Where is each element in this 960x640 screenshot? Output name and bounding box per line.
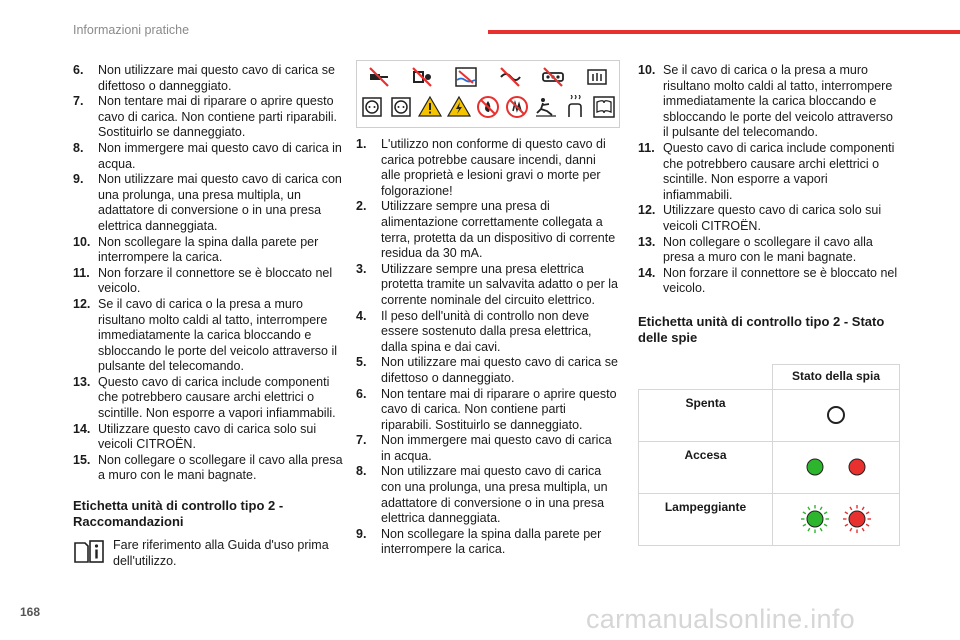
read-manual-icon [592, 95, 616, 119]
green-light-icon [800, 452, 830, 482]
item-number: 14. [73, 421, 91, 436]
item-number: 15. [73, 452, 91, 467]
list-item [356, 433, 618, 464]
table-row [639, 441, 900, 493]
heat-hand-icon [563, 95, 587, 119]
no-trip-icon [534, 95, 558, 119]
item-number: 6. [73, 63, 84, 77]
item-text: Non utilizzare mai questo cavo di carica con una prolunga, una presa multipla, un adattatore di conversione o in una presa elettrica danneggiata. [381, 464, 608, 526]
item-text: Non scollegare la spina dalla parete per interrompere la carica. [381, 526, 602, 557]
col2-list [356, 137, 618, 558]
item-number: 11. [638, 140, 655, 155]
item-number: 7. [356, 433, 367, 448]
table-row [639, 389, 900, 441]
item-text: Il peso dell'unità di controllo non deve essere sostenuto dalla presa elettrica, dalla spina e dai cavi. [381, 308, 592, 354]
item-number: 11. [73, 265, 90, 280]
list-item [356, 464, 618, 526]
socket-icon-1 [360, 95, 384, 119]
watermark-text: carmanualsonline.info [586, 604, 855, 634]
column-1 [73, 63, 345, 569]
list-item [356, 262, 618, 309]
no-cable-pull-icon [498, 65, 522, 89]
no-wet-hands-icon [505, 95, 529, 119]
item-number: 8. [356, 464, 367, 479]
item-number: 13. [73, 374, 91, 389]
item-text: Non forzare il connettore se è bloccato nel veicolo. [663, 265, 898, 296]
col3-list [638, 63, 900, 297]
item-text: Non utilizzare mai questo cavo di carica con una prolunga, una presa multipla, un adattatore di conversione o in una presa elettrica danneggiata. [98, 172, 342, 233]
list-item [73, 63, 345, 94]
item-number: 12. [638, 203, 656, 218]
page-number: 168 [20, 605, 41, 619]
header-title: Informazioni pratiche [73, 23, 190, 37]
no-fire-icon [476, 95, 500, 119]
item-number: 4. [356, 308, 367, 323]
item-text: Se il cavo di carica o la presa a muro risultano molto caldi al tatto, interrompere immediatamente la carica bloccando e sbloccando le porte del veicolo attraverso il pulsante del telecomando. [663, 63, 893, 140]
item-number: 7. [73, 94, 84, 109]
item-number: 1. [356, 137, 367, 151]
status-label: Lampeggiante [639, 493, 773, 545]
section-title-light-status: Etichetta unità di controllo tipo 2 - Stato delle spie [638, 313, 885, 345]
item-text: Non collegare o scollegare il cavo alla presa a muro con le mani bagnate. [98, 452, 343, 483]
status-lights [773, 493, 900, 545]
item-text: Non utilizzare mai questo cavo di carica se difettoso o danneggiato. [381, 355, 618, 385]
item-text: Se il cavo di carica o la presa a muro risultano molto caldi al tatto, interrompere immediatamente la carica bloccando e sbloccando le porte del veicolo attraverso il pulsante del telecomando. [98, 296, 338, 374]
item-text: Non immergere mai questo cavo di carica in acqua. [98, 140, 342, 171]
item-number: 3. [356, 261, 367, 276]
list-item [356, 309, 618, 356]
item-number: 10. [638, 63, 656, 77]
list-item [638, 266, 900, 297]
item-number: 6. [356, 386, 367, 401]
list-item [356, 199, 618, 261]
green-light-blinking-icon [800, 504, 830, 534]
table-header-cell: Stato della spia [773, 364, 900, 389]
list-item [73, 172, 345, 234]
table-row [639, 493, 900, 545]
list-item [73, 453, 345, 484]
col1-list [73, 63, 345, 484]
item-text: Non immergere mai questo cavo di carica in acqua. [381, 433, 612, 463]
item-text: Utilizzare questo cavo di carica solo sui veicoli CITROËN. [663, 203, 882, 233]
list-item [73, 94, 345, 141]
header-accent-bar [488, 30, 960, 34]
table-corner-cell [639, 364, 773, 389]
item-text: Non tentare mai di riparare o aprire questo cavo di carica. Non contiene parti riparabili. Sostituirlo se danneggiato. [381, 386, 617, 432]
manual-info-icon [73, 538, 105, 564]
red-light-icon [842, 452, 872, 482]
item-number: 14. [638, 265, 656, 280]
list-item [73, 375, 345, 422]
light-off-icon [821, 400, 851, 430]
item-text: Non forzare il connettore se è bloccato nel veicolo. [98, 265, 333, 296]
list-item [356, 355, 618, 386]
no-heat-icon [585, 65, 609, 89]
item-number: 5. [356, 355, 367, 370]
status-label: Accesa [639, 441, 773, 493]
light-status-table [638, 364, 900, 546]
socket-icon-2 [389, 95, 413, 119]
item-number: 9. [356, 526, 367, 541]
column-3 [638, 63, 900, 546]
item-number: 9. [73, 172, 84, 187]
table-body [639, 389, 900, 545]
status-label: Spenta [639, 389, 773, 441]
section-title-recommendations: Etichetta unità di controllo tipo 2 - Raccomandazioni [73, 498, 284, 530]
item-number: 8. [73, 140, 84, 155]
list-item [73, 297, 345, 375]
item-text: Utilizzare questo cavo di carica solo sui veicoli CITROËN. [98, 421, 317, 452]
warning-triangle-icon [418, 95, 442, 119]
item-text: Questo cavo di carica include componenti che potrebbero causare archi elettrici o scintille. Non esporre a vapori infiammabili. [663, 140, 895, 202]
list-item [638, 141, 900, 203]
list-item [73, 141, 345, 172]
red-light-blinking-icon [842, 504, 872, 534]
item-text: L'utilizzo non conforme di questo cavo di carica potrebbe causare incendi, danni alle proprietà e lesioni gravi o morte per folgorazione! [381, 137, 606, 198]
list-item [73, 266, 345, 297]
item-text: Non tentare mai di riparare o aprire questo cavo di carica. Non contiene parti riparabili. Sostituirlo se danneggiato. [98, 94, 338, 140]
item-text: Non collegare o scollegare il cavo alla presa a muro con le mani bagnate. [663, 234, 873, 265]
no-water-icon [454, 65, 478, 89]
item-number: 13. [638, 234, 656, 249]
list-item [638, 235, 900, 266]
list-item [638, 63, 900, 141]
no-multi-socket-icon [541, 65, 565, 89]
reference-note [73, 538, 345, 569]
list-item [638, 203, 900, 234]
item-text: Utilizzare sempre una presa elettrica protetta tramite un salvavita adatto o per la corrente nominale del circuito elettrico. [381, 261, 618, 307]
item-text: Non utilizzare mai questo cavo di carica se difettoso o danneggiato. [98, 63, 335, 93]
item-number: 2. [356, 199, 367, 214]
status-lights [773, 389, 900, 441]
item-number: 12. [73, 296, 91, 311]
list-item [356, 527, 618, 558]
list-item [73, 235, 345, 266]
item-text: Non scollegare la spina dalla parete per interrompere la carica. [98, 234, 319, 265]
status-lights [773, 441, 900, 493]
list-item [73, 422, 345, 453]
item-text: Questo cavo di carica include componenti che potrebbero causare archi elettrici o scintille. Non esporre a vapori infiammabili. [98, 374, 336, 421]
no-extension-icon [367, 65, 391, 89]
electric-hazard-icon [447, 95, 471, 119]
warning-label-pictograms [356, 60, 620, 128]
item-text: Utilizzare sempre una presa di alimentazione correttamente collegata a terra, protetta da un dispositivo di corrente residua da 30 mA. [381, 199, 616, 261]
reference-text: Fare riferimento alla Guida d'uso prima dell'utilizzo. [113, 538, 329, 568]
no-adapter-icon [410, 65, 434, 89]
list-item [356, 387, 618, 434]
column-2 [356, 60, 618, 558]
table-header-row [639, 364, 900, 389]
item-number: 10. [73, 234, 91, 249]
list-item [356, 137, 618, 199]
